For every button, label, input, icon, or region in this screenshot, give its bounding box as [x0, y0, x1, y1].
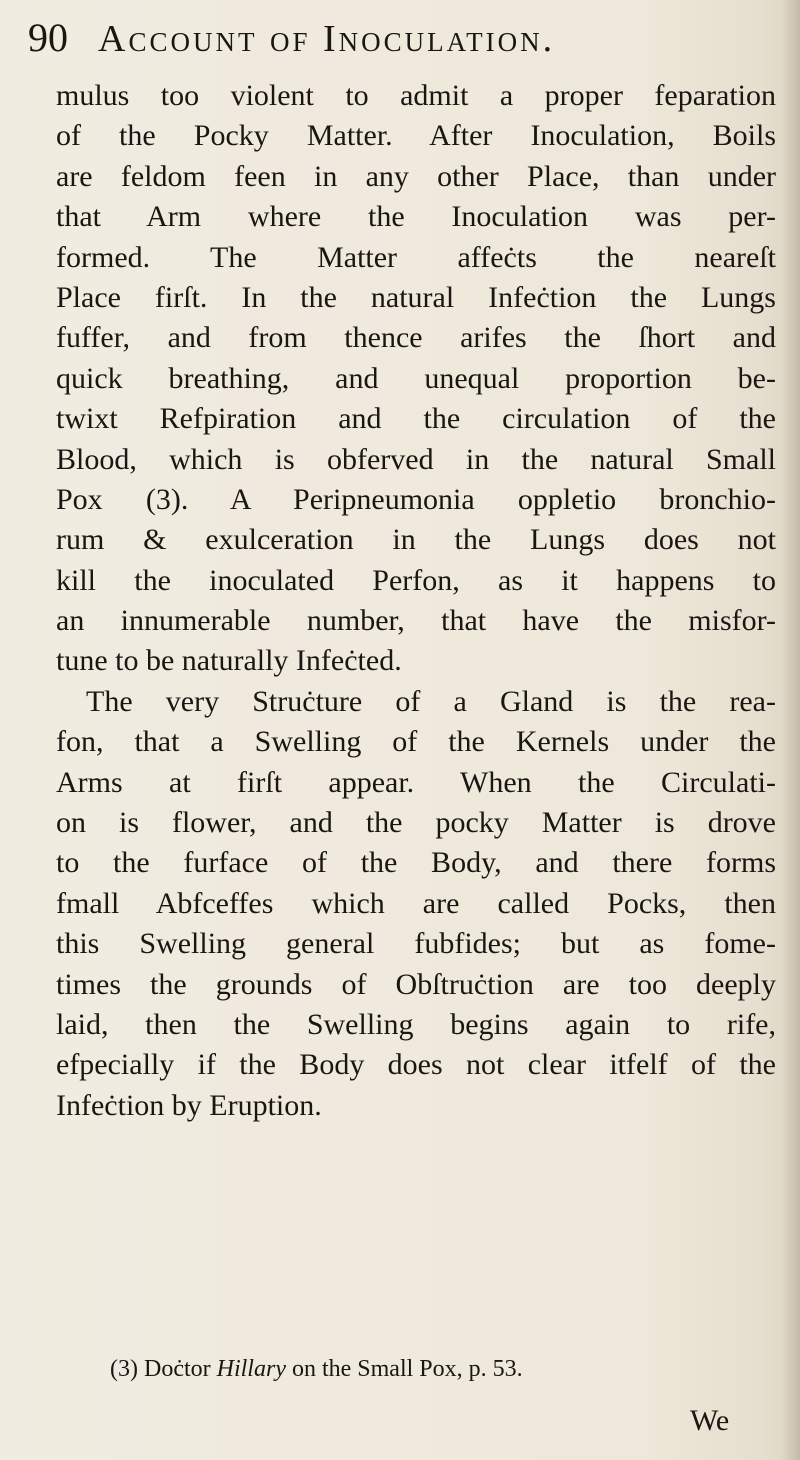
- text-line: fon, that a Swelling of the Kernels under the: [56, 725, 776, 759]
- text-line: to the furface of the Body, and there forms: [56, 846, 776, 880]
- text-line: kill the inoculated Perfon, as it happens to: [56, 563, 776, 597]
- text-line: fmall Abfceffes which are called Pocks, then: [56, 886, 776, 920]
- text-line: formed. The Matter affeċts the neareſt: [56, 240, 776, 274]
- footnote-marker: (3): [110, 1356, 138, 1382]
- body-text: [56, 76, 776, 1126]
- text-line: laid, then the Swelling begins again to rife,: [56, 1007, 776, 1041]
- text-line: quick breathing, and unequal proportion be-: [56, 361, 776, 395]
- running-head: Account of Inoculation.: [98, 18, 556, 60]
- footnote-italic-name: Hillary: [216, 1356, 286, 1382]
- text-line: Blood, which is obferved in the natural Small: [56, 442, 776, 476]
- catchword: We: [690, 1404, 730, 1437]
- text-line: rum & exulceration in the Lungs does not: [56, 523, 776, 557]
- footnote: [110, 1356, 770, 1383]
- text-line: of the Pocky Matter. After Inoculation, Boils: [56, 119, 776, 153]
- text-line: are feldom feen in any other Place, than under: [56, 159, 776, 193]
- text-line: times the grounds of Obſtruċtion are too deeply: [56, 967, 776, 1001]
- text-line: Arms at firſt appear. When the Circulati-: [56, 765, 776, 799]
- text-line: that Arm where the Inoculation was per-: [56, 200, 776, 234]
- text-line: fuffer, and from thence arifes the ſhort and: [56, 321, 776, 355]
- page-number: 90: [28, 15, 68, 60]
- page-edge-shadow: [782, 0, 800, 1460]
- text-line: The very Struċture of a Gland is the rea-: [86, 684, 776, 718]
- text-line: efpecially if the Body does not clear itfelf of the: [56, 1048, 776, 1082]
- text-line: an innumerable number, that have the misfor-: [56, 604, 776, 638]
- footnote-text-after: on the Small Pox, p. 53.: [291, 1356, 523, 1382]
- footnote-text-before: Doċtor: [143, 1356, 211, 1382]
- text-line: Pox (3). A Peripneumonia oppletio bronchio-: [56, 482, 776, 516]
- text-line: on is flower, and the pocky Matter is drove: [56, 806, 776, 840]
- page-header: [28, 14, 768, 74]
- text-line: mulus too violent to admit a proper feparation: [56, 79, 776, 112]
- text-line: twixt Refpiration and the circulation of the: [56, 402, 776, 436]
- text-line: tune to be naturally Infeċted.: [56, 644, 402, 678]
- text-line: Place firſt. In the natural Infeċtion the Lungs: [56, 280, 776, 314]
- text-line: this Swelling general fubfides; but as fome-: [56, 927, 776, 961]
- text-line: Infeċtion by Eruption.: [56, 1088, 322, 1122]
